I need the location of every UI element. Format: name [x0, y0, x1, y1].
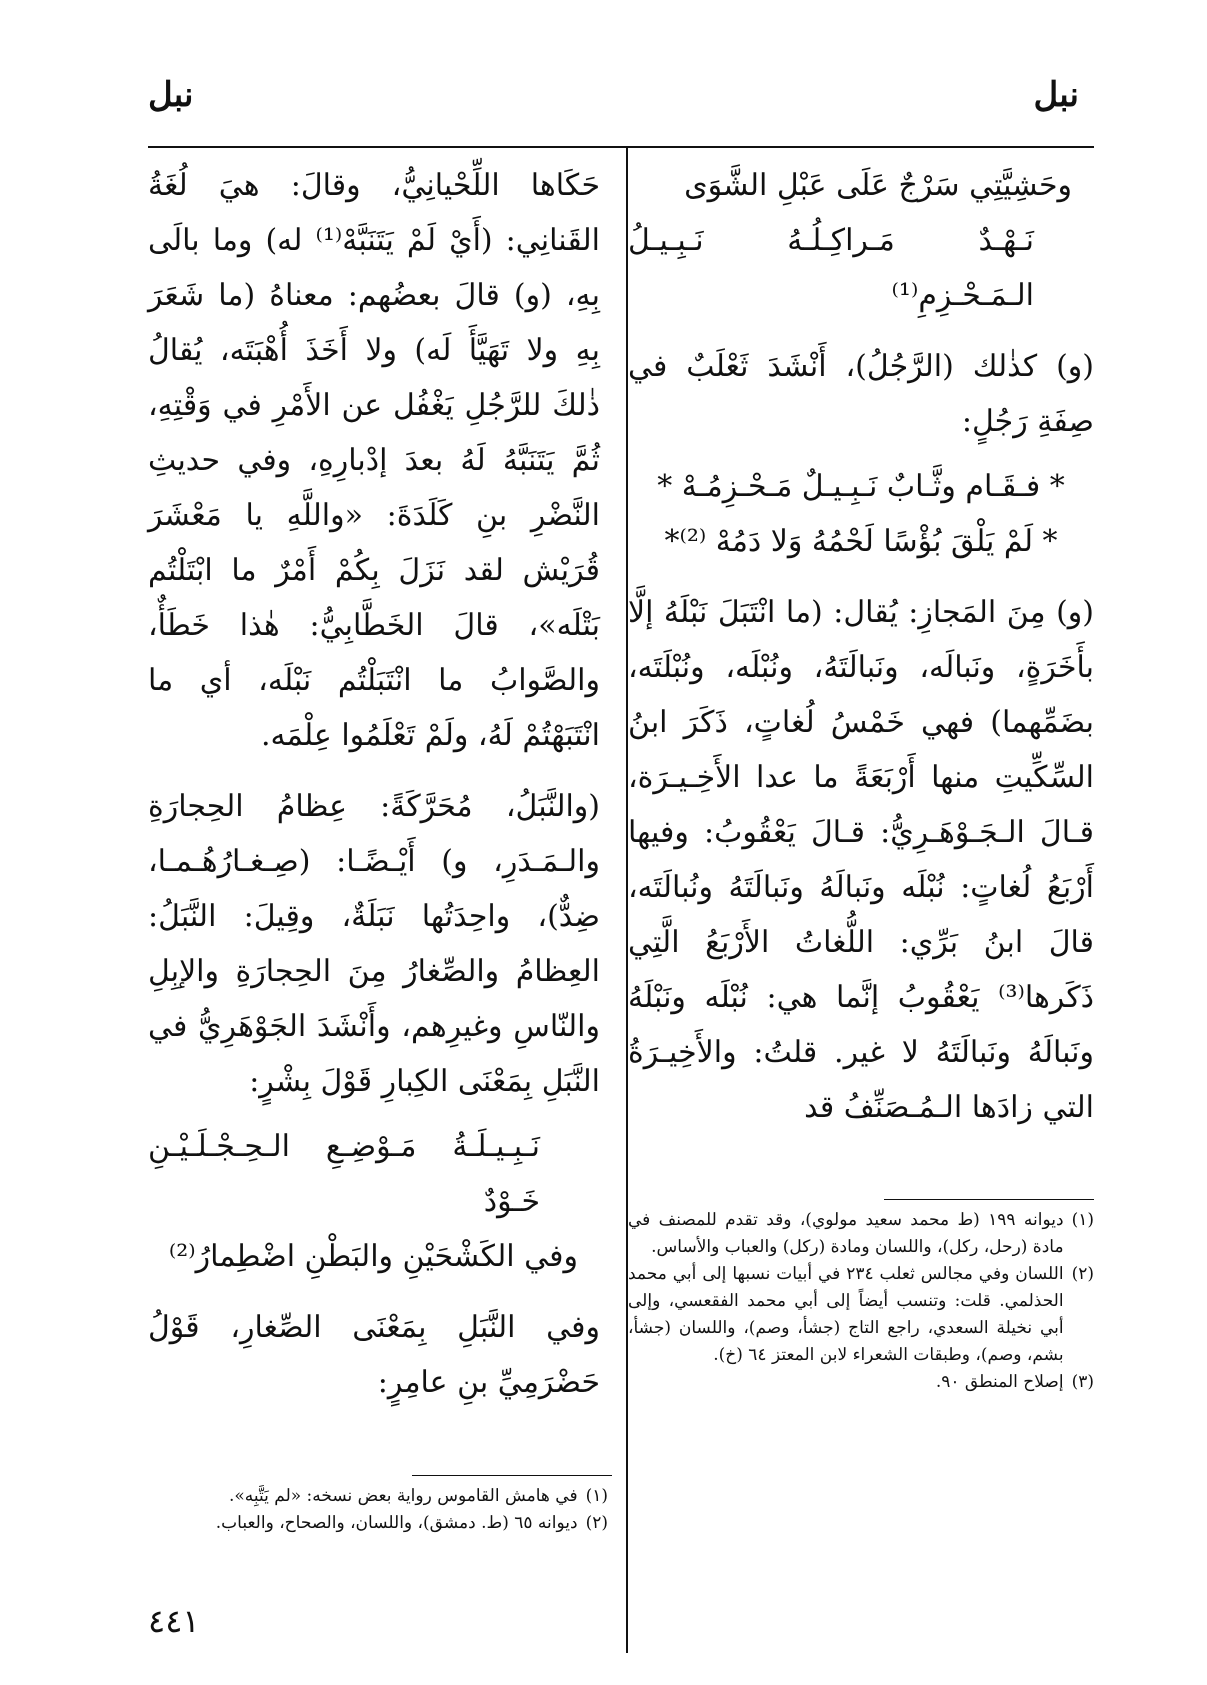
right-column [628, 158, 1094, 1145]
footnote-number: (٣) [1071, 1372, 1094, 1392]
running-head-left: نبل [148, 75, 194, 115]
rajaz-line: * فـقَـام وثَّـابٌ نَـبِـيـلٌ مَـحْـزِمُـهْ * [657, 469, 1065, 504]
paragraph: (و) كذٰلك (الرَّجُلُ)، أَنْشَدَ ثَعْلَبٌ في صِفَةِ رَجُلٍ: [628, 349, 1094, 439]
footnote-number: (١) [585, 1486, 608, 1506]
poem-line: وفي الكَشْحَيْنِ والبَطْنِ اضْطِمارُ⁽²⁾ [168, 1239, 578, 1274]
footnote-text: اللسان وفي مجالس ثعلب ٢٣٤ في أبيات نسبها إلى أبي محمد الحذلمي. قلت: وتنسب أيضاً إلى أبي محمد الفقعسي، وإلى أبي نخيلة السعدي، راجع التاج (جشأ، وصم)، واللسان (جشأ، بشم، وصم)، وطبقات الشعراء لابن المعتز ٦٤ (خ). [628, 1264, 1064, 1365]
footnote-text: في هامش القاموس رواية بعض نسخه: «لم يَتَّبِه». [228, 1486, 578, 1506]
footnote-text: ديوانه ٦٥ (ط. دمشق)، واللسان، والصحاح، والعباب. [215, 1513, 578, 1533]
poem-line: نَـهْـدٌ مَـراكِـلُـهُ نَـبِـيـلُ الـمَـحْـزِمِ⁽¹⁾ [628, 223, 1034, 313]
footnote-text: إصلاح المنطق ٩٠. [935, 1372, 1064, 1392]
footnote [628, 1261, 1094, 1369]
paragraph: حَكَاها اللِّحْيانِيُّ، وقالَ: هيَ لُغَةُ القَنانِي: (أَيْ لَمْ يَتَنَبَّهْ⁽¹⁾ له) وما بالَى بِهِ، (و) قالَ بعضُهم: معناهُ (ما شَعَرَ بِهِ ولا تَهَيَّأَ لَه) ولا أَخَذَ أُهْبَتَه، يُقالُ ذٰلكَ للرَّجُلِ يَغْفُل عن الأَمْرِ في وَقْتِهِ، ثُمَّ يَتَنَبَّهُ لَهُ بعدَ إدْبارِهِ، وفي حديثِ النَّضْرِ بنِ كَلَدَةَ: «واللَّهِ يا مَعْشَرَ قُرَيْش لقد نَزَلَ بِكُمْ أَمْرٌ ما ابْتَلْتُم بَتْلَه»، قالَ الخَطَّابِيُّ: هٰذا خَطَأٌ، والصَّوابُ ما انْتَبَلْتُم نَبْلَه، أي ما انْتَبَهْتُمْ لَهُ، ولَمْ تَعْلَمُوا عِلْمَه. [148, 168, 601, 753]
footnote [628, 1207, 1094, 1261]
rajaz-line: * لَمْ يَلْقَ بُؤْسًا لَحْمُهُ وَلا دَمُهْ ⁽²⁾* [664, 524, 1058, 559]
poem-line: نَـبِـيـلَـةُ مَـوْضِـعِ الـحِـجْـلَـيْـنِ خَـوْدٌ [148, 1129, 540, 1219]
paragraph: وفي النَّبَلِ بِمَعْنَى الصِّغارِ، قَوْلُ حَضْرَمِيِّ بنِ عامِرٍ: [148, 1310, 600, 1400]
footnote-number: (١) [1071, 1210, 1094, 1230]
footnote-text: ديوانه ١٩٩ (ط محمد سعيد مولوي)، وقد تقدم للمصنف في مادة (رحل، ركل)، واللسان ومادة (ركل) والعباب والأساس. [628, 1210, 1064, 1257]
header-rule [148, 146, 1094, 148]
paragraph: (و) مِنَ المَجازِ: يُقال: (ما انْتَبَلَ نَبْلَهُ إلَّا بأَخَرَةٍ، ونَبالَه، ونَبالَتَهُ، ونُبْلَه، ونُبْلَتَه، بضَمِّهما) فهي خَمْسُ لُغاتٍ، ذَكَرَ ابنُ السِّكِّيتِ منها أَرْبَعَةً ما عدا الأَخِـيـرَة، قـالَ الـجَـوْهَـرِيُّ: قـالَ يَعْقُوبُ: وفيها أَرْبَعُ لُغاتٍ: نُبْلَه ونَبالَهُ ونَبالَتَهُ ونُبالَتَه، قالَ ابنُ بَرِّي: اللُّغاتُ الأَرْبَعُ الَّتِي ذَكَرها⁽³⁾ يَعْقُوبُ إنَّما هي: نُبْلَه ونَبْلَهُ ونَبالَهُ ونَبالَتَهُ لا غير. قلتُ: والأَخِيـرَةُ التي زادَها الـمُـصَنِّفُ قد [628, 595, 1094, 1125]
footnote-rule-right [884, 1199, 1094, 1200]
paragraph: (والنَّبَلُ، مُحَرَّكَةً: عِظامُ الحِجارَةِ والـمَـدَرِ، و) أَيْـضًـا: (صِـغـارُهُـمـا، ضِدٌّ)، واحِدَتُها نَبَلَةٌ، وقِيلَ: النَّبَلُ: العِظامُ والصِّغارُ مِنَ الحِجارَةِ والإبِلِ والنّاسِ وغيرِهم، وأَنْشَدَ الجَوْهَرِيُّ في النَّبَلِ بِمَعْنَى الكِبارِ قَوْلَ بِشْرٍ: [148, 789, 600, 1099]
footnote-number: (٢) [1071, 1264, 1094, 1284]
footnote [148, 1510, 608, 1537]
footnote [148, 1483, 608, 1510]
left-column [148, 158, 600, 1420]
footnote-number: (٢) [585, 1513, 608, 1533]
poem-line: وحَشِيَّتِي سَرْجٌ عَلَى عَبْلِ الشَّوَى [684, 168, 1072, 203]
footnote [628, 1369, 1094, 1396]
page-number: ٤٤١ [148, 1602, 200, 1640]
footnote-rule-left [412, 1475, 612, 1476]
footnotes-left [148, 1483, 608, 1537]
footnotes-right [628, 1207, 1094, 1396]
running-head-right: نبل [1033, 75, 1079, 115]
